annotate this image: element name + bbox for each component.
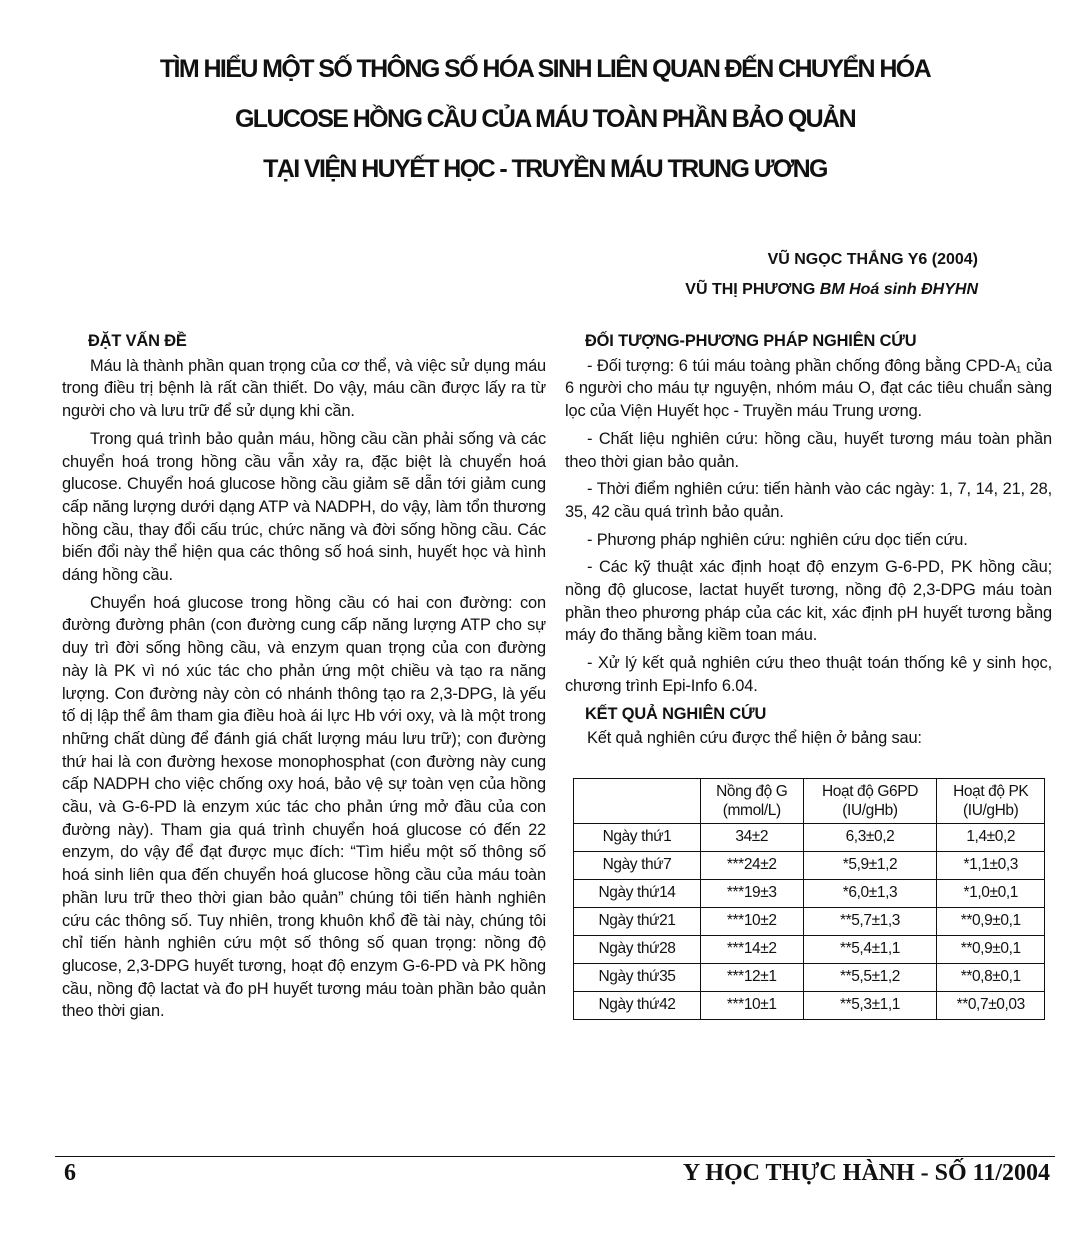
- table-cell: ***10±2: [701, 907, 804, 935]
- table-cell: 1,4±0,2: [937, 823, 1045, 851]
- table-row: [574, 963, 1045, 991]
- row-label-cell: Ngày thứ42: [574, 991, 701, 1019]
- title-line: GLUCOSE HỒNG CẦU CỦA MÁU TOÀN PHẦN BẢO QUẢN: [234, 105, 856, 133]
- table-cell: 6,3±0,2: [803, 823, 937, 851]
- table-row: [574, 851, 1045, 879]
- author-1: [685, 245, 978, 275]
- paragraph: - Các kỹ thuật xác định hoạt độ enzym G-6-PD, PK hồng cầu; nồng độ glucose, lactat huyết tương, nồng độ 2,3-DPG máu toàn phần theo phương pháp của các kit, xác định pH huyết tương bằng máy đo thăng bằng kiềm toan máu.: [565, 558, 1052, 645]
- table-cell: *5,9±1,2: [803, 851, 937, 879]
- header-unit: (mmol/L): [722, 801, 781, 819]
- author-affiliation: BM Hoá sinh ĐHYHN: [819, 281, 978, 298]
- table-header-cell: [701, 778, 804, 823]
- row-label-cell: Ngày thứ7: [574, 851, 701, 879]
- paragraph: - Phương pháp nghiên cứu: nghiên cứu dọc tiến cứu.: [587, 530, 968, 549]
- table-cell: **0,8±0,1: [937, 963, 1045, 991]
- row-label-cell: Ngày thứ1: [574, 823, 701, 851]
- title-line: TÌM HIỂU MỘT SỐ THÔNG SỐ HÓA SINH LIÊN QUAN ĐẾN CHUYỂN HÓA: [159, 55, 931, 83]
- table-row: [574, 991, 1045, 1019]
- page-number: 6: [64, 1160, 76, 1186]
- paragraph: - Xử lý kết quả nghiên cứu theo thuật toán thống kê y sinh học, chương trình Epi-Info 6.04.: [565, 654, 1052, 695]
- table-cell: ***12±1: [701, 963, 804, 991]
- table-row: [574, 907, 1045, 935]
- author-name: VŨ THỊ PHƯƠNG: [685, 281, 816, 298]
- row-label-cell: Ngày thứ28: [574, 935, 701, 963]
- author-2: [685, 275, 978, 305]
- table-cell: **5,5±1,2: [803, 963, 937, 991]
- table-cell: *1,0±0,1: [937, 879, 1045, 907]
- authors: [685, 245, 978, 305]
- table-header-cell: [803, 778, 937, 823]
- header-unit: (IU/gHb): [842, 801, 898, 819]
- table-cell: **0,7±0,03: [937, 991, 1045, 1019]
- journal-name: Y HỌC THỰC HÀNH - SỐ 11/2004: [682, 1160, 1050, 1186]
- table-header-cell: [937, 778, 1045, 823]
- table-cell: ***10±1: [701, 991, 804, 1019]
- table-cell: **0,9±0,1: [937, 935, 1045, 963]
- table-cell: **5,4±1,1: [803, 935, 937, 963]
- section-heading-methods: ĐỐI TƯỢNG-PHƯƠNG PHÁP NGHIÊN CỨU: [585, 332, 917, 350]
- header-label: Hoạt độ PK: [953, 782, 1029, 800]
- article-title: [40, 44, 1050, 194]
- table-header-row: [574, 778, 1045, 823]
- section-heading-results: KẾT QUẢ NGHIÊN CỨU: [585, 704, 767, 723]
- paragraph: - Chất liệu nghiên cứu: hồng cầu, huyết tương máu toàn phần theo thời gian bảo quản.: [565, 429, 1052, 471]
- table-cell: ***14±2: [701, 935, 804, 963]
- left-column: [62, 330, 546, 1028]
- header-unit: (IU/gHb): [963, 801, 1019, 819]
- right-column: [565, 330, 1052, 1020]
- table-cell: *1,1±0,3: [937, 851, 1045, 879]
- row-label-cell: Ngày thứ21: [574, 907, 701, 935]
- paragraph: - Đối tượng: 6 túi máu toàng phần chống đông bằng CPD-A₁ của 6 người cho máu tự nguyện, nhóm máu O, đạt các tiêu chuẩn sàng lọc của Viện Huyết học - Truyền máu Trung ương.: [565, 356, 1052, 421]
- author-name: VŨ NGỌC THẮNG Y6 (2004): [767, 251, 978, 268]
- section-heading-introduction: ĐẶT VẤN ĐỀ: [88, 332, 187, 350]
- table-cell: **5,3±1,1: [803, 991, 937, 1019]
- table-row: [574, 879, 1045, 907]
- paragraph: - Thời điểm nghiên cứu: tiến hành vào các ngày: 1, 7, 14, 21, 28, 35, 42 cầu quá trình bảo quản.: [565, 480, 1052, 521]
- table-row: [574, 935, 1045, 963]
- paragraph: Trong quá trình bảo quản máu, hồng cầu cần phải sống và các chuyển hoá trong hồng cầu vẫn xảy ra, đặc biệt là chuyển hoá glucose. Chuyển hoá glucose hồng cầu giảm sẽ dẫn tới giảm cung cấp năng lượng dưới dạng ATP và NADPH, do vậy, làm tổn thương hồng cầu, thay đổi cấu trúc, chức năng và đời sống hồng cầu. Các biến đổi này thể hiện qua các thông số hoá sinh, huyết học và hình dáng hồng cầu.: [62, 429, 546, 585]
- table-row: [574, 823, 1045, 851]
- table-cell: **5,7±1,3: [803, 907, 937, 935]
- paragraph: Kết quả nghiên cứu được thể hiện ở bảng sau:: [587, 729, 922, 748]
- table-cell: **0,9±0,1: [937, 907, 1045, 935]
- row-label-cell: Ngày thứ14: [574, 879, 701, 907]
- results-table: [573, 778, 1045, 1020]
- paragraph: Chuyển hoá glucose trong hồng cầu có hai con đường: con đường đường phân (con đường cung cấp năng lượng ATP cho sự duy trì đời sống hồng cầu, và enzym quan trọng của con đường này là PK vì nó xúc tác cho phản ứng một chiều và tạo ra năng lượng. Con đường này còn có nhánh thông tạo ra 2,3-DPG, là yếu tố dị lập thể âm tham gia điều hoà ái lực Hb với oxy, và là một trong những chất dùng để đánh giá chất lượng máu lưu trữ); con đường thứ hai là con đường hexose monophosphat (con đường này cung cấp NADPH cho việc chống oxy hoá, bảo vệ sự toàn vẹn của hồng cầu, và G-6-PD là enzym xúc tác cho phản ứng mở đầu của con đường này). Tham gia quá trình chuyển hoá glucose có đến 22 enzym, do vậy để đạt được mục đích: “Tìm hiểu một số thông số hoá sinh liên qua đến chuyển hoá glucose hồng cầu của máu toàn phần lưu trữ theo thời gian bảo quản” chúng tôi tiến hành nghiên cứu các thông số. Tuy nhiên, trong khuôn khổ đề tài này, chúng tôi chỉ tiến hành nghiên cứu một số thông số quan trọng: nồng độ glucose, 2,3-DPG huyết tương, hoạt độ enzym G-6-PD và PK hồng cầu, nồng độ lactat và đo pH huyết tương máu toàn phần bảo quản theo thời gian.: [62, 593, 546, 1021]
- table-cell: 34±2: [701, 823, 804, 851]
- table-cell: ***19±3: [701, 879, 804, 907]
- title-line: TẠI VIỆN HUYẾT HỌC - TRUYỀN MÁU TRUNG ƯƠNG: [263, 155, 827, 183]
- footer-divider: [55, 1156, 1055, 1157]
- row-label-cell: Ngày thứ35: [574, 963, 701, 991]
- table-header-cell: [574, 778, 701, 823]
- table-cell: ***24±2: [701, 851, 804, 879]
- header-label: Nồng độ G: [716, 782, 788, 800]
- header-label: Hoạt độ G6PD: [821, 782, 918, 800]
- paragraph: Máu là thành phần quan trọng của cơ thể, và việc sử dụng máu trong điều trị bệnh là rất cần thiết. Do vậy, máu cần được lấy ra từ người cho và lưu trữ để sử dụng khi cần.: [62, 356, 546, 421]
- table-cell: *6,0±1,3: [803, 879, 937, 907]
